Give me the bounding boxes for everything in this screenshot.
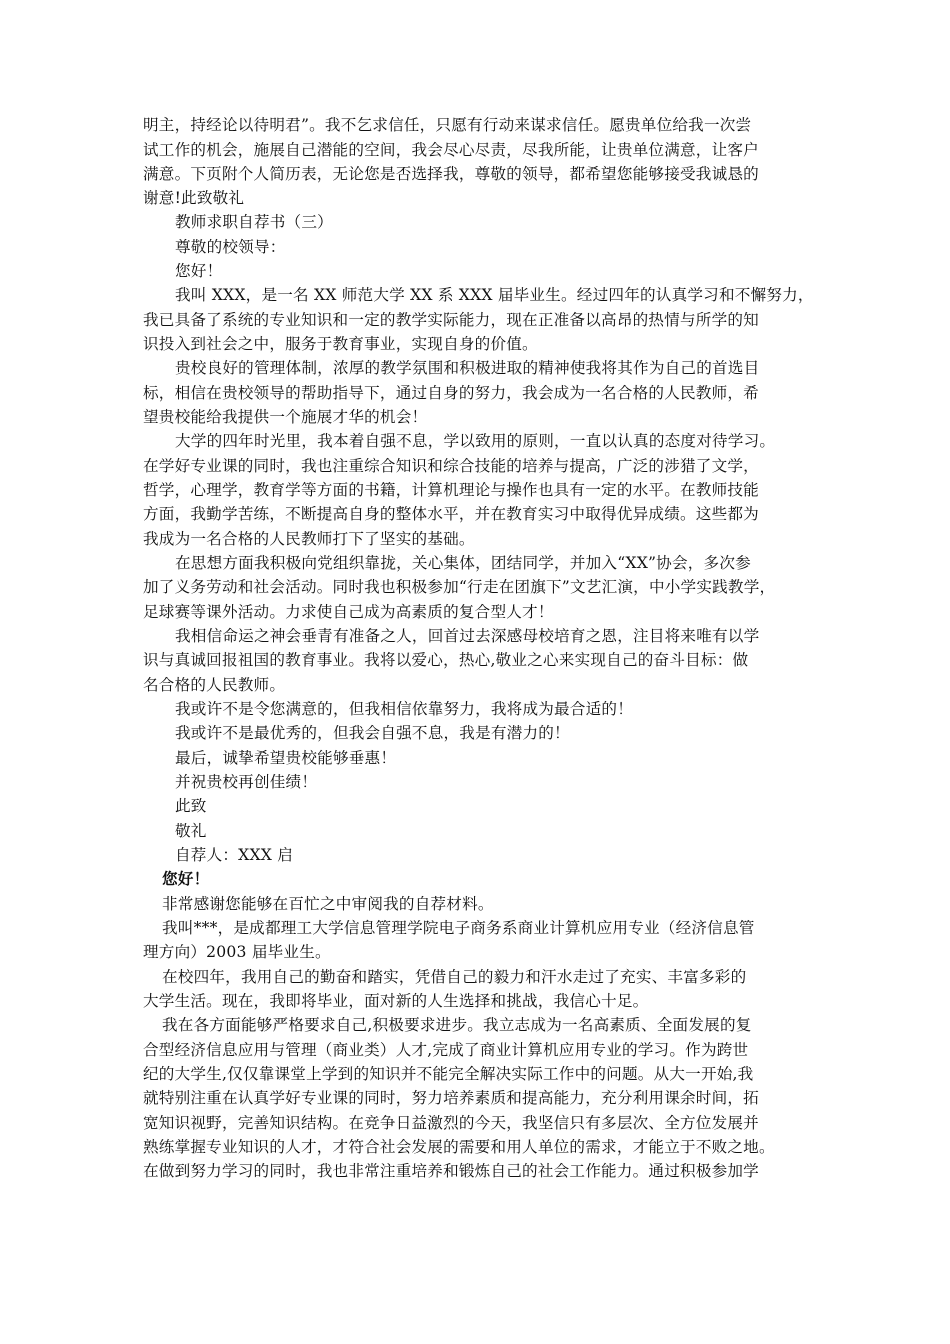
text-line: 识投入到社会之中，服务于教育事业，实现自身的价值。 [143, 335, 538, 353]
text-line: 宽知识视野，完善知识结构。在竞争日益激烈的今天，我坚信只有多层次、全方位发展并 [143, 1114, 759, 1132]
text-line: 明主，持经论以待明君”。我不乞求信任，只愿有行动来谋求信任。愿贵单位给我一次尝 [143, 116, 752, 134]
text-line: 在校四年，我用自己的勤奋和踏实，凭借自己的毅力和汗水走过了充实、丰富多彩的 [162, 968, 747, 986]
text-line: 并祝贵校再创佳绩！ [175, 773, 318, 791]
text-line: 非常感谢您能够在百忙之中审阅我的自荐材料。 [162, 895, 494, 913]
text-line: 在思想方面我积极向党组织靠拢，关心集体，团结同学，并加入“XX”协会，多次参 [175, 554, 751, 572]
text-line: 足球赛等课外活动。力求使自己成为高素质的复合型人才！ [143, 603, 554, 621]
text-line: 加了义务劳动和社会活动。同时我也积极参加“行走在团旗下”文艺汇演，中小学实践教学， [143, 578, 776, 596]
closing-line: 敬礼 [175, 822, 207, 840]
text-line: 大学生活。现在，我即将毕业，面对新的人生选择和挑战，我信心十足。 [143, 992, 649, 1010]
text-line: 就特别注重在认真学好专业课的同时，努力培养素质和提高能力，充分利用课余时间，拓 [143, 1089, 759, 1107]
text-line: 望贵校能给我提供一个施展才华的机会！ [143, 408, 428, 426]
text-line: 方面，我勤学苦练，不断提高自身的整体水平，并在教育实习中取得优异成绩。这些都为 [143, 505, 759, 523]
text-line: 识与真诚回报祖国的教育事业。我将以爱心，热心,敬业之心来实现自己的奋斗目标：做 [143, 651, 749, 669]
text-line: 纪的大学生,仅仅靠课堂上学到的知识并不能完全解决实际工作中的问题。从大一开始,我 [143, 1065, 754, 1083]
text-line: 在学好专业课的同时，我也注重综合知识和综合技能的培养与提高，广泛的涉猎了文学， [143, 457, 759, 475]
text-line: 在做到努力学习的同时，我也非常注重培养和锻炼自己的社会工作能力。通过积极参加学 [143, 1162, 759, 1180]
signature-line: 自荐人：XXX 启 [175, 846, 294, 864]
text-line: 我相信命运之神会垂青有准备之人，回首过去深感母校培育之恩，注目将来唯有以学 [175, 627, 760, 645]
text-line: 最后，诚挚希望贵校能够垂惠！ [175, 749, 397, 767]
text-line: 我成为一名合格的人民教师打下了坚实的基础。 [143, 530, 475, 548]
text-line: 我叫 XXX，是一名 XX 师范大学 XX 系 XXX 届毕业生。经过四年的认真学习和不懈努力， [175, 286, 814, 304]
text-line: 标，相信在贵校领导的帮助指导下，通过自身的努力，我会成为一名合格的人民教师，希 [143, 384, 759, 402]
greeting: 您好！ [175, 262, 223, 280]
text-line: 合型经济信息应用与管理（商业类）人才,完成了商业计算机应用专业的学习。作为跨世 [143, 1041, 749, 1059]
text-line: 我叫***，是成都理工大学信息管理学院电子商务系商业计算机应用专业（经济信息管 [162, 919, 755, 937]
text-line: 理方向）2003 届毕业生。 [143, 943, 331, 961]
text-line: 试工作的机会，施展自己潜能的空间，我会尽心尽责，尽我所能，让贵单位满意，让客户 [143, 141, 759, 159]
greeting: 您好！ [162, 869, 210, 888]
text-line: 名合格的人民教师。 [143, 676, 286, 694]
text-line: 贵校良好的管理体制，浓厚的教学氛围和积极进取的精神使我将其作为自己的首选目 [175, 359, 760, 377]
text-line: 我或许不是令您满意的，但我相信依靠努力，我将成为最合适的！ [175, 700, 634, 718]
text-line: 满意。下页附个人简历表，无论您是否选择我，尊敬的领导，都希望您能够接受我诚恳的 [143, 165, 759, 183]
closing-line: 此致 [175, 797, 207, 815]
text-line: 谢意!此致敬礼 [143, 189, 245, 207]
section-heading: 教师求职自荐书（三） [175, 213, 333, 231]
text-line: 我已具备了系统的专业知识和一定的教学实际能力，现在正准备以高昂的热情与所学的知 [143, 311, 759, 329]
text-line: 我在各方面能够严格要求自己,积极要求进步。我立志成为一名高素质、全面发展的复 [162, 1016, 752, 1034]
text-line: 熟练掌握专业知识的人才，才符合社会发展的需要和用人单位的需求，才能立于不败之地。 [143, 1138, 775, 1156]
text-line: 哲学，心理学，教育学等方面的书籍，计算机理论与操作也具有一定的水平。在教师技能 [143, 481, 759, 499]
salutation: 尊敬的校领导： [175, 238, 286, 256]
text-line: 大学的四年时光里，我本着自强不息，学以致用的原则，一直以认真的态度对待学习。 [175, 432, 776, 450]
text-line: 我或许不是最优秀的，但我会自强不息，我是有潜力的！ [175, 724, 570, 742]
